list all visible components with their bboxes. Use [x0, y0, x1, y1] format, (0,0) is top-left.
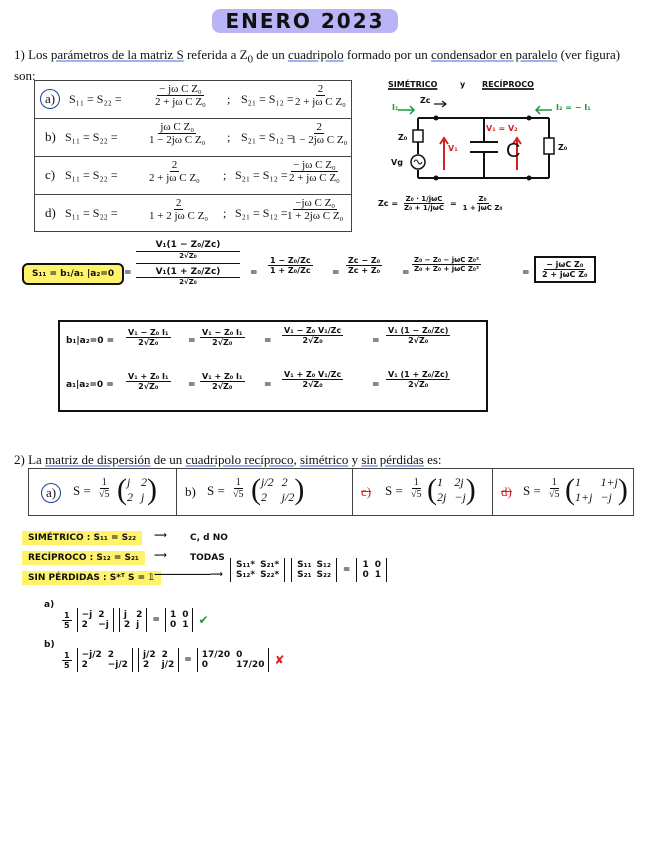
page-title: ENERO 2023 [225, 9, 385, 33]
check-option-b: $\frac{1}{5}$ −j/2 2 2 −j/2 j/2 2 2 j/2 = 17/20 0 0 17/20 ✘ [64, 650, 285, 670]
s11-definition: S₁₁ = b₁/a₁ |a₂=0 [22, 263, 124, 285]
s11-big-fraction: V₁(1 − Z₀/Zc) 2√Z₀ V₁(1 + Z₀/Zc) 2√Z₀ [136, 240, 240, 286]
selected-answer-circle: a) [40, 89, 60, 109]
note-reciprocal: RECÍPROCO [482, 80, 534, 89]
cross-icon: ✘ [274, 653, 285, 667]
note-symmetric: SIMÉTRICO [388, 80, 438, 89]
circuit-diagram [384, 94, 584, 190]
q2-option-b[interactable]: b) S = $\frac{1}{√5}$ ( j/2 2 2 j/2 ) [177, 469, 353, 515]
q1-option-b[interactable]: b) S₁₁ = S₂₂ = $\frac{\text{jω C Z₀}}{\text{1 − 2jω C Z₀}}$ ; S₂₁ = S₁₂ = $\frac{2}{\text{1 − 2jω C Z₀}}$ [35, 119, 351, 157]
q2-option-c[interactable]: c) S = $\frac{1}{√5}$ ( 1 2j 2j −j ) [353, 469, 493, 515]
q2-options-table [28, 468, 634, 516]
b1-a1-box: b₁|a₂=0 = $\frac{\text{V₁ − Z₀ I₁}}{\text{2√Z₀}}$ = $\frac{\text{V₁ − Z₀ I₁}}{\text{2√Z₀}}$ = $\frac{\text{V₁ − Z₀ V₁/Zc}}{\text{2√Z₀}}$ = $\frac{\text{V₁ (1 − Z₀/Zc)}}{\text{2√Z₀}}$ a₁|a₂=0 = $\frac{\text{V₁ + Z₀ I₁}}{\text{2√Z₀}}$ = $\frac{\text{V₁ + Z₀ I₁}}{\text{2√Z₀}}$ = $\frac{\text{V₁ + Z₀ V₁/Zc}}{\text{2√Z₀}}$ = $\frac{\text{V₁ (1 + Z₀/Zc)}}{\text{2√Z₀}}$ [58, 320, 488, 412]
check-option-a: $\frac{1}{5}$ −j 2 2 −j j 2 2 j = 1 0 0 1 ✔ [64, 610, 209, 630]
question-2-text: 2) La matriz de dispersión de un cuadripolo recíproco, simétrico y sin pérdidas es: [14, 452, 442, 467]
q1-option-d[interactable]: d) S₁₁ = S₂₂ = $\frac{2}{\text{1 + 2 jω C Z₀}}$ ; S₂₁ = S₁₂ = $\frac{\text{−jω C Z₀}}{\text{1 + 2jω C Z₀}}$ [45, 197, 344, 222]
unitary-equation: S₁₁* S₂₁* S₁₂* S₂₂* S₁₁ S₁₂ S₂₁ S₂₂ = 1 0 0 1 [230, 558, 387, 582]
q1-number: 1) [14, 47, 25, 62]
q1-options-table [34, 80, 352, 232]
q2-option-d[interactable]: d) S = $\frac{1}{√5}$ ( 1 1+j 1+j −j ) [501, 473, 628, 506]
note-rec: RECÍPROCO : S₁₂ = S₂₁ [22, 551, 145, 565]
q1-option-a[interactable]: a) S₁₁ = S₂₂ = $\frac{\text{− jω C Z₀}}{\text{2 + jω C Z₀}}$ ; S₂₁ = S₁₂ = $\frac{2}{\text{2 + jω C Z₀}}$ [35, 81, 351, 119]
check-icon: ✔ [198, 613, 209, 627]
question-1-text: 1) Los parámetros de la matriz S referida a $Z_0$ de un cuadripolo formado por un condensador en paralelo (ver figura) son: [14, 47, 621, 83]
q1-option-c[interactable]: c) S₁₁ = S₂₂ = $\frac{2}{\text{2 + jω C Z₀}}$ ; S₂₁ = S₁₂ = $\frac{\text{− jω C Z₀}}{\text{2 + jω C Z₀}}$ [35, 157, 351, 195]
note-sym: SIMÉTRICO : S₁₁ = S₂₂ [22, 531, 142, 545]
q2-option-a[interactable]: a) S = $\frac{1}{√5}$ ( j 2 2 j ) [29, 469, 177, 515]
s11-result: − jωC Z₀ 2 + jωC Z₀ [534, 256, 596, 283]
zc-equation: Zc = $\frac{\text{Z₀ · 1/jωC}}{\text{Z₀ + 1/jωC}}$ = $\frac{\text{Z₀}}{\text{1 + jωC Z₀}}$ [378, 195, 503, 212]
note-loss: SIN PÉRDIDAS : S*ᵀ S = 𝟙 [22, 571, 161, 585]
